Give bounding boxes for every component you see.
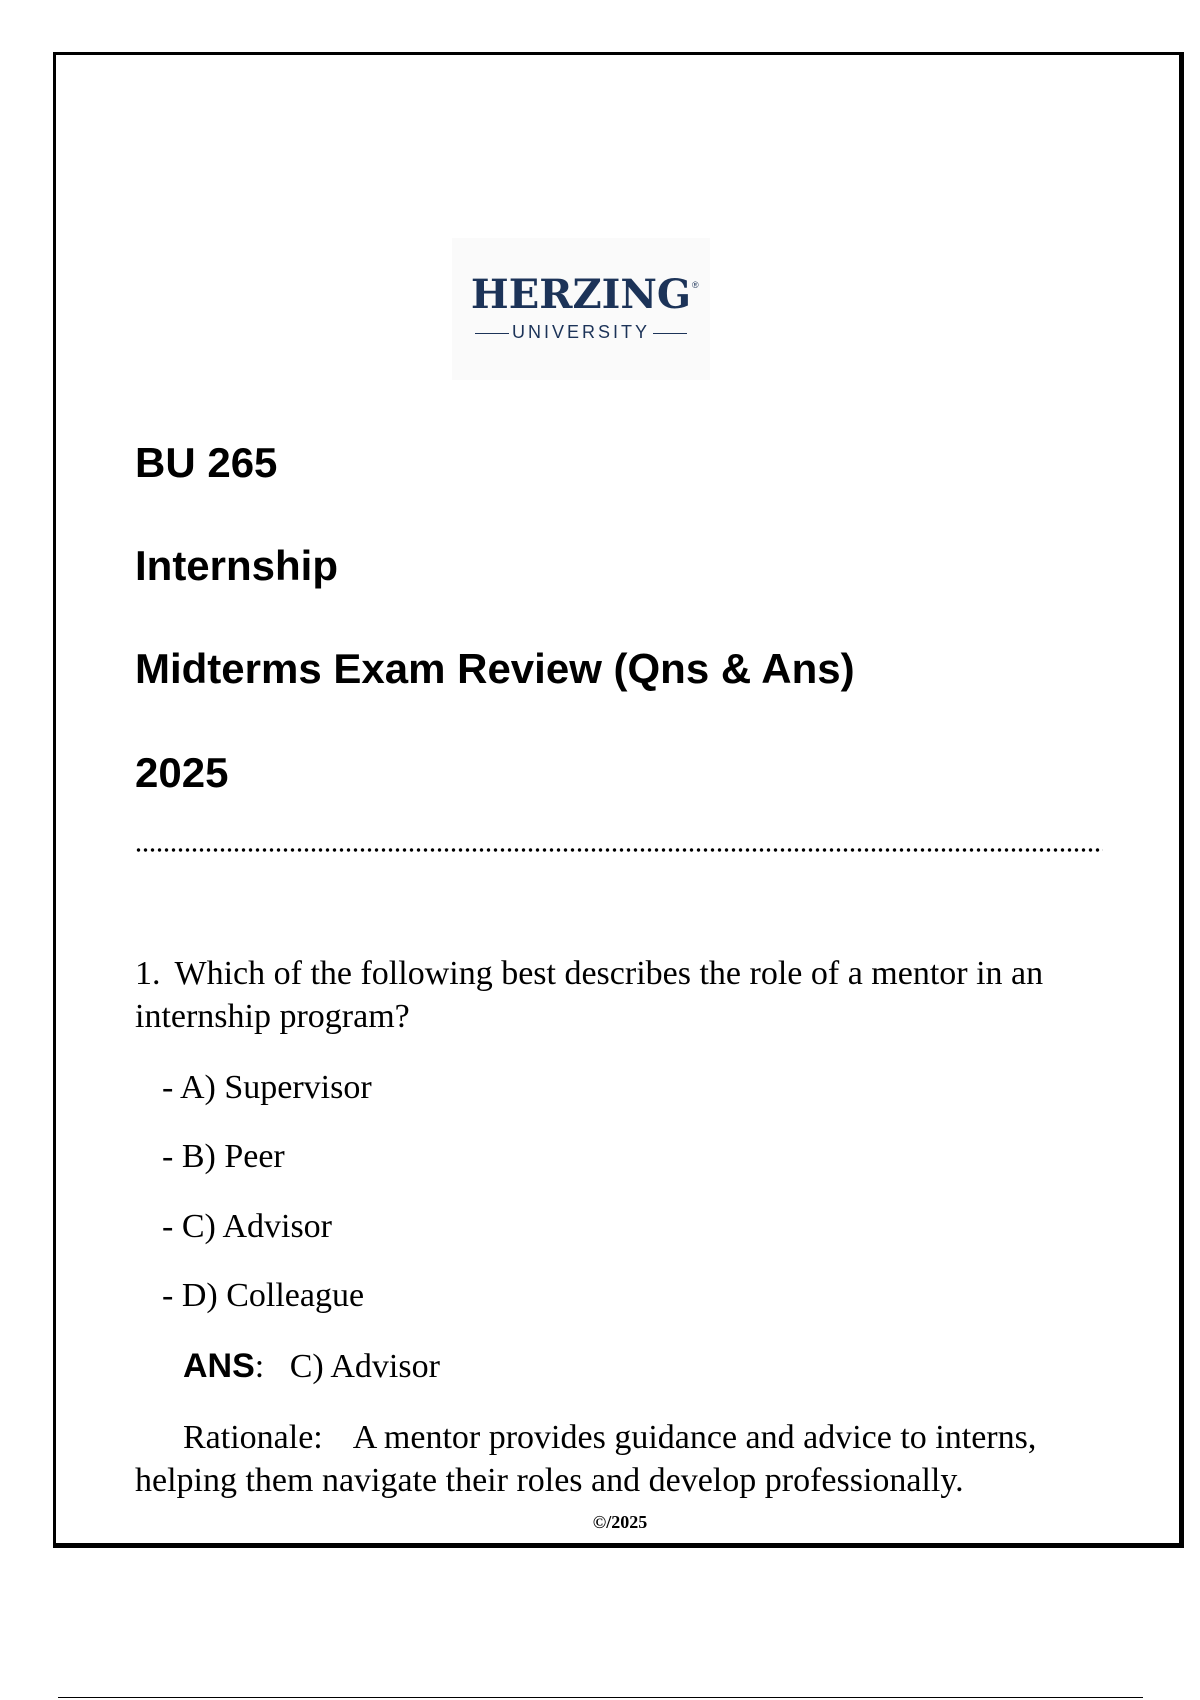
document-year: 2025 [135, 749, 229, 796]
rationale-label: Rationale: [183, 1419, 323, 1456]
option-c: - C) Advisor [162, 1208, 332, 1245]
logo-divider-left [475, 333, 509, 334]
course-code: BU 265 [135, 439, 278, 486]
logo-subtitle: UNIVERSITY [511, 322, 651, 342]
question-1 [135, 952, 1095, 1038]
logo-subtitle-row [452, 323, 710, 341]
dotted-separator [135, 847, 1103, 853]
registered-mark: ® [692, 280, 699, 290]
question-text: Which of the following best describes the role of a mentor in an internship program? [135, 955, 1044, 1035]
logo-wordmark: HERZING [470, 271, 692, 318]
logo-divider-right [653, 333, 687, 334]
answer-label: ANS [183, 1347, 255, 1385]
rationale-text: A mentor provides guidance and advice to interns, helping them navigate their roles and develop professionally. [135, 1419, 1037, 1499]
herzing-university-logo [452, 238, 710, 380]
copyright-footer: ©/2025 [592, 1512, 648, 1532]
option-a: - A) Supervisor [162, 1069, 372, 1106]
option-d: - D) Colleague [162, 1277, 365, 1314]
question-number: 1. [135, 955, 161, 992]
answer-separator: : [254, 1348, 265, 1385]
answer-value: C) Advisor [289, 1348, 440, 1385]
option-b: - B) Peer [162, 1138, 285, 1175]
rationale-paragraph [135, 1416, 1095, 1502]
answer-line [183, 1349, 440, 1384]
document-title: Midterms Exam Review (Qns & Ans) [135, 645, 855, 692]
next-page-edge [58, 1697, 1143, 1698]
course-name: Internship [135, 542, 339, 589]
